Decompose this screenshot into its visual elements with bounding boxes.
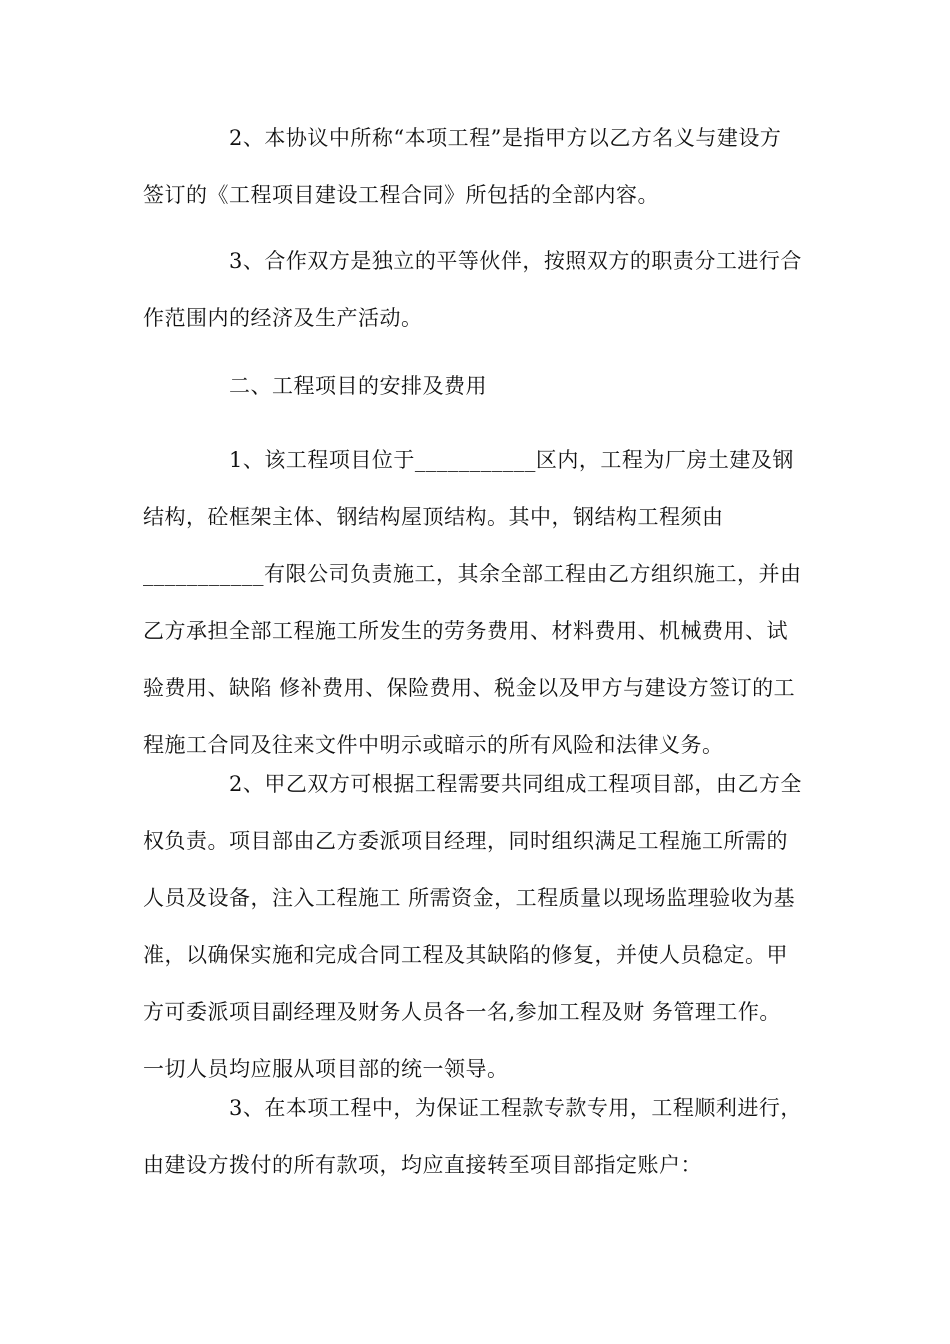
text-line: 验费用、缺陷 修补费用、保险费用、税金以及甲方与建设方签订的工	[143, 676, 796, 700]
text-line: 二、工程项目的安排及费用	[229, 374, 487, 398]
text-line: 3、在本项工程中，为保证工程款专款专用，工程顺利进行，	[229, 1096, 802, 1120]
text-line: 1、该工程项目位于___________区内，工程为厂房土建及钢	[229, 448, 794, 472]
text-line: 作范围内的经济及生产活动。	[143, 306, 423, 330]
text-line: 一切人员均应服从项目部的统一领导。	[143, 1057, 509, 1081]
text-line: ___________有限公司负责施工，其余全部工程由乙方组织施工，并由	[143, 562, 802, 586]
text-line: 结构，砼框架主体、钢结构屋顶结构。其中，钢结构工程须由	[143, 505, 724, 529]
text-line: 程施工合同及往来文件中明示或暗示的所有风险和法律义务。	[143, 733, 724, 757]
clause-2-3	[143, 1080, 823, 1194]
text-line: 权负责。项目部由乙方委派项目经理，同时组织满足工程施工所需的	[143, 829, 788, 853]
clause-1-3	[143, 233, 823, 347]
clause-1-2	[143, 110, 823, 224]
text-line: 人员及设备，注入工程施工 所需资金，工程质量以现场监理验收为基	[143, 886, 796, 910]
section-heading-2	[143, 358, 823, 415]
text-line: 3、合作双方是独立的平等伙伴，按照双方的职责分工进行合	[229, 249, 802, 273]
text-line: 2、甲乙双方可根据工程需要共同组成工程项目部，由乙方全	[229, 772, 802, 796]
text-line: 由建设方拨付的所有款项，均应直接转至项目部指定账户：	[143, 1153, 702, 1177]
text-line: 方可委派项目副经理及财务人员各一名,参加工程及财 务管理工作。	[143, 1000, 781, 1024]
text-line: 签订的《工程项目建设工程合同》所包括的全部内容。	[143, 183, 659, 207]
text-line: 乙方承担全部工程施工所发生的劳务费用、材料费用、机械费用、试	[143, 619, 788, 643]
text-line: 2、本协议中所称“本项工程”是指甲方以乙方名义与建设方	[229, 126, 782, 150]
clause-2-1	[143, 432, 823, 774]
clause-2-2	[143, 756, 823, 1098]
text-line: 准，以确保实施和完成合同工程及其缺陷的修复，并使人员稳定。甲	[143, 943, 788, 967]
